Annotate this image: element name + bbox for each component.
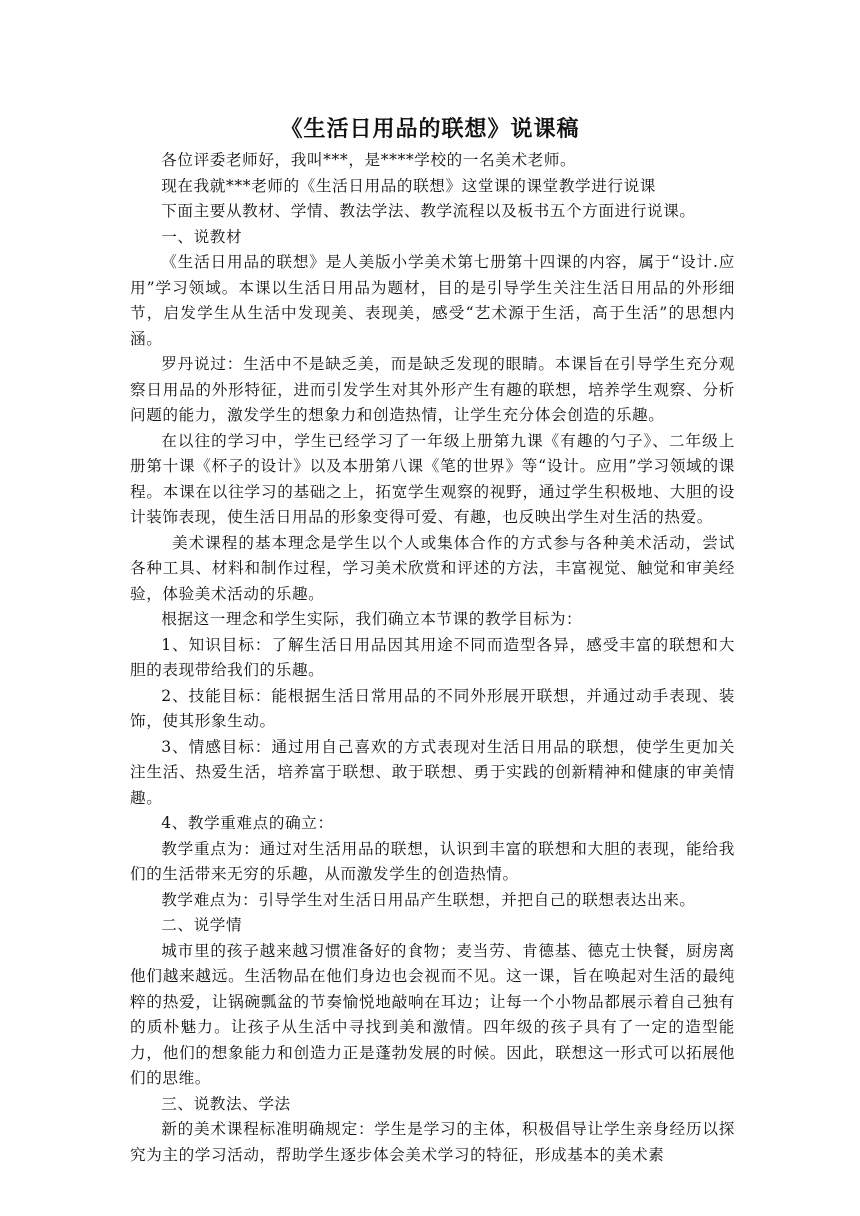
paragraph: 城市里的孩子越来越习惯准备好的食物；麦当劳、肯德基、德克士快餐，厨房离他们越来越远。生活物品在他们身边也会视而不见。这一课，旨在唤起对生活的最纯粹的热爱，让锅碗瓢盆的节奏愉悦地敲响在耳边；让每一个小物品都展示着自己独有的质朴魅力。让孩子从生活中寻找到美和激情。四年级的孩子具有了一定的造型能力，他们的想象能力和创造力正是蓬勃发展的时候。因此，联想这一形式可以拓展他们的思维。	[130, 941, 735, 1087]
paragraph-greeting: 各位评委老师好，我叫***，是****学校的一名美术老师。	[161, 151, 577, 169]
goal-skill: 2、技能目标：能根据生活日常用品的不同外形展开联想，并通过动手表现、装饰，使其形象生动。	[130, 686, 735, 730]
document-body	[130, 148, 735, 1168]
paragraph: 在以往的学习中，学生已经学习了一年级上册第九课《有趣的勺子》、二年级上册第十课《杯子的设计》以及本册第八课《笔的世界》等“设计。应用”学习领域的课程。本课在以往学习的基础之上，拓宽学生观察的视野，通过学生积极地、大胆的设计装饰表现，使生活日用品的形象变得可爱、有趣，也反映出学生对生活的热爱。	[130, 431, 735, 526]
goal-knowledge: 1、知识目标：了解生活日用品因其用途不同而造型各异，感受丰富的联想和大胆的表现带给我们的乐趣。	[130, 635, 735, 679]
paragraph: 根据这一理念和学生实际，我们确立本节课的教学目标为：	[161, 610, 583, 628]
paragraph-key-point: 教学重点为：通过对生活用品的联想，认识到丰富的联想和大胆的表现，能给我们的生活带来无穷的乐趣，从而激发学生的创造热情。	[130, 839, 735, 883]
paragraph: 美术课程的基本理念是学生以个人或集体合作的方式参与各种美术活动，尝试各种工具、材料和制作过程，学习美术欣赏和评述的方法，丰富视觉、触觉和审美经验，体验美术活动的乐趣。	[130, 533, 735, 603]
document-title: 《生活日用品的联想》说课稿	[280, 116, 580, 142]
section-heading-students: 二、说学情	[161, 916, 243, 934]
paragraph-intro: 现在我就***老师的《生活日用品的联想》这堂课的课堂教学进行说课	[161, 176, 656, 195]
key-points-heading: 4、教学重难点的确立：	[161, 814, 334, 832]
paragraph: 新的美术课程标准明确规定：学生是学习的主体，积极倡导让学生亲身经历以探究为主的学习活动，帮助学生逐步体会美术学习的特征，形成基本的美术素	[130, 1120, 735, 1164]
paragraph: 罗丹说过：生活中不是缺乏美，而是缺乏发现的眼睛。本课旨在引导学生充分观察日用品的外形特征，进而引发学生对其外形产生有趣的联想，培养学生观察、分析问题的能力，激发学生的想象力和创造热情，让学生充分体会创造的乐趣。	[130, 355, 735, 424]
paragraph-difficulty: 教学难点为：引导学生对生活日用品产生联想，并把自己的联想表达出来。	[161, 890, 696, 909]
paragraph-outline: 下面主要从教材、学情、教法学法、教学流程以及板书五个方面进行说课。	[161, 202, 696, 220]
section-heading-methods: 三、说教法、学法	[161, 1094, 291, 1113]
paragraph: 《生活日用品的联想》是人美版小学美术第七册第十四课的内容，属于“设计.应用”学习领域。本课以生活日用品为题材，目的是引导学生关注生活日用品的外形细节，启发学生从生活中发现美、表现美，感受“艺术源于生活，高于生活”的思想内涵。	[130, 253, 735, 348]
section-heading-textbook: 一、说教材	[161, 227, 243, 246]
goal-emotion: 3、情感目标：通过用自己喜欢的方式表现对生活日用品的联想，使学生更加关注生活、热爱生活，培养富于联想、敢于联想、勇于实践的创新精神和健康的审美情趣。	[130, 737, 735, 807]
